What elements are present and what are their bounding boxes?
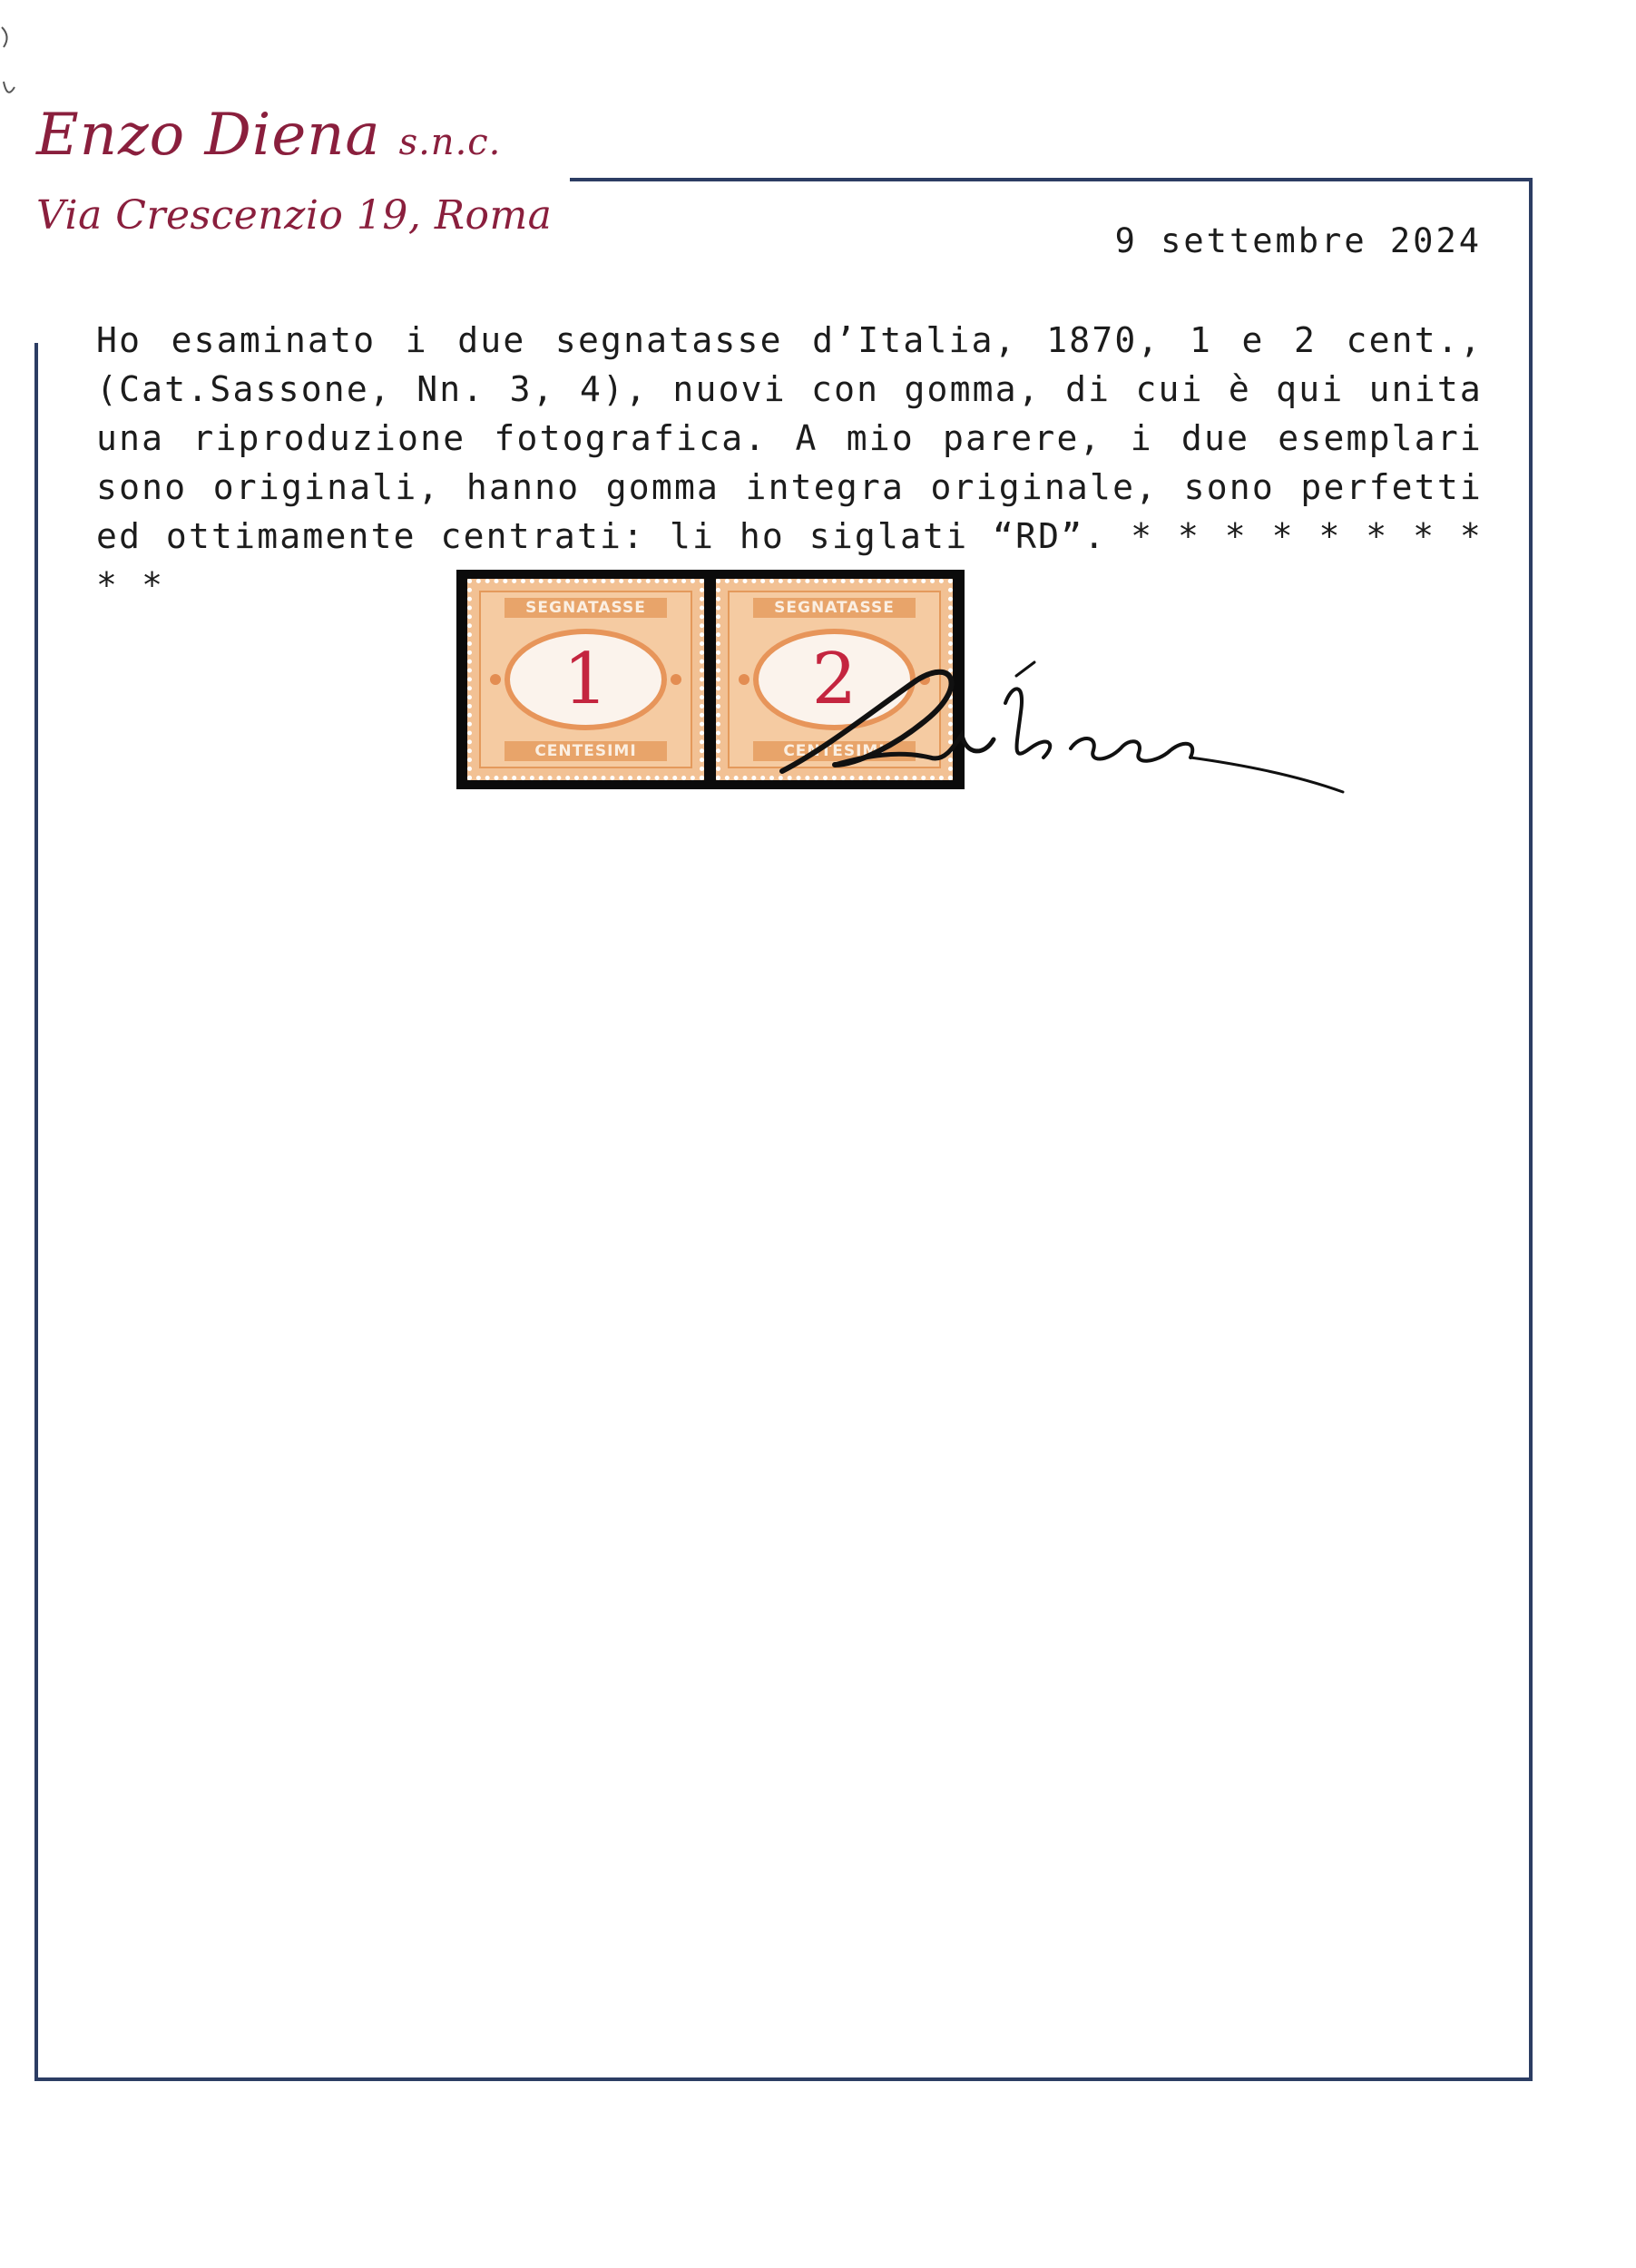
stamp-ornament xyxy=(490,674,501,685)
certificate-date: 9 settembre 2024 xyxy=(1114,221,1482,260)
frame-top-border xyxy=(570,178,1533,181)
stamp-ornament xyxy=(671,674,681,685)
frame-left-border xyxy=(34,343,38,2081)
handwritten-signature xyxy=(771,649,1370,830)
stamp-frame xyxy=(479,591,692,768)
frame-bottom-border xyxy=(34,2077,1533,2081)
certificate-text: Ho esaminato i due segnatasse d’Italia, 1870, 1 e 2 cent., (Cat.Sassone, Nn. 3, 4), nuovi con gomma, di cui è qui unita una riproduzione fotografica. A mio parere, i due esemplari sono originali, hanno gomma integra originale, sono perfetti ed ottimamente centrati: li ho siglati “RD”. * * * * * * * * * * xyxy=(96,320,1483,605)
stamp-oval xyxy=(505,629,667,730)
stamp-bottom-text: CENTESIMI xyxy=(753,741,916,761)
stamp-value: 1 xyxy=(563,639,609,720)
company-address: Via Crescenzio 19, Roma xyxy=(36,192,553,239)
stamp-value: 2 xyxy=(811,639,857,720)
stamp-ornament xyxy=(739,674,749,685)
corner-pen-mark xyxy=(0,0,36,118)
stamp-1-cent xyxy=(467,579,704,780)
company-suffix: s.n.c. xyxy=(398,122,502,163)
letterhead xyxy=(36,102,552,239)
stamp-top-text: SEGNATASSE xyxy=(753,598,916,618)
company-name: Enzo Diena s.n.c. xyxy=(36,102,502,169)
frame-right-border xyxy=(1529,178,1533,2081)
stamp-bottom-text: CENTESIMI xyxy=(505,741,667,761)
stamp-top-text: SEGNATASSE xyxy=(505,598,667,618)
